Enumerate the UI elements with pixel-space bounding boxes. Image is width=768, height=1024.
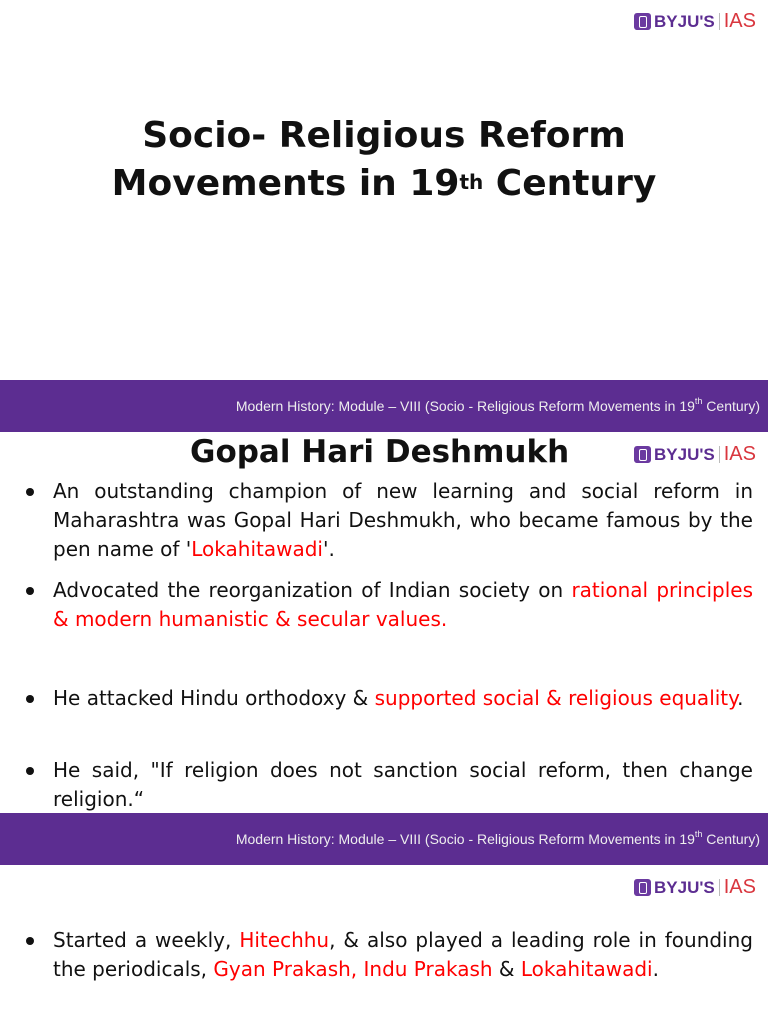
bullet-item: An outstanding champion of new learning and social reform in Maharashtra was Gopal Hari Deshmukh, who became famous by the pen name of 'Lokahitawadi'. [53, 477, 753, 564]
slide-title [0, 112, 768, 208]
byjus-logo-icon [634, 879, 651, 896]
bullet-item: He attacked Hindu orthodoxy & supported social & religious equality. [53, 684, 753, 713]
brand-suffix: IAS [723, 10, 756, 32]
brand-name: BYJU'S [654, 11, 715, 31]
byjus-ias-logo: BYJU'S IAS [634, 443, 756, 466]
bullet-item: He said, "If religion does not sanction social reform, then change religion.“ [53, 756, 753, 814]
footer-bar: Modern History: Module – VIII (Socio - Religious Reform Movements in 19th Century) [0, 380, 768, 432]
byjus-logo-icon [634, 446, 651, 463]
bullet-item: Started a weekly, Hitechhu, & also played a leading role in founding the periodicals, Gyan Prakash, Indu Prakash & Lokahitawadi. [53, 926, 753, 984]
footer-bar: Modern History: Module – VIII (Socio - Religious Reform Movements in 19th Century) [0, 813, 768, 865]
byjus-ias-logo: BYJU'S IAS [634, 876, 756, 899]
bullet-item: Advocated the reorganization of Indian society on rational principles & modern humanistic & secular values. [53, 576, 753, 634]
section-heading: Gopal Hari Deshmukh [190, 434, 570, 470]
byjus-logo-icon [634, 13, 651, 30]
byjus-ias-logo [634, 10, 756, 33]
title-line-2: Movements in 19th Century [111, 163, 657, 204]
title-line-1: Socio- Religious Reform [142, 115, 626, 156]
